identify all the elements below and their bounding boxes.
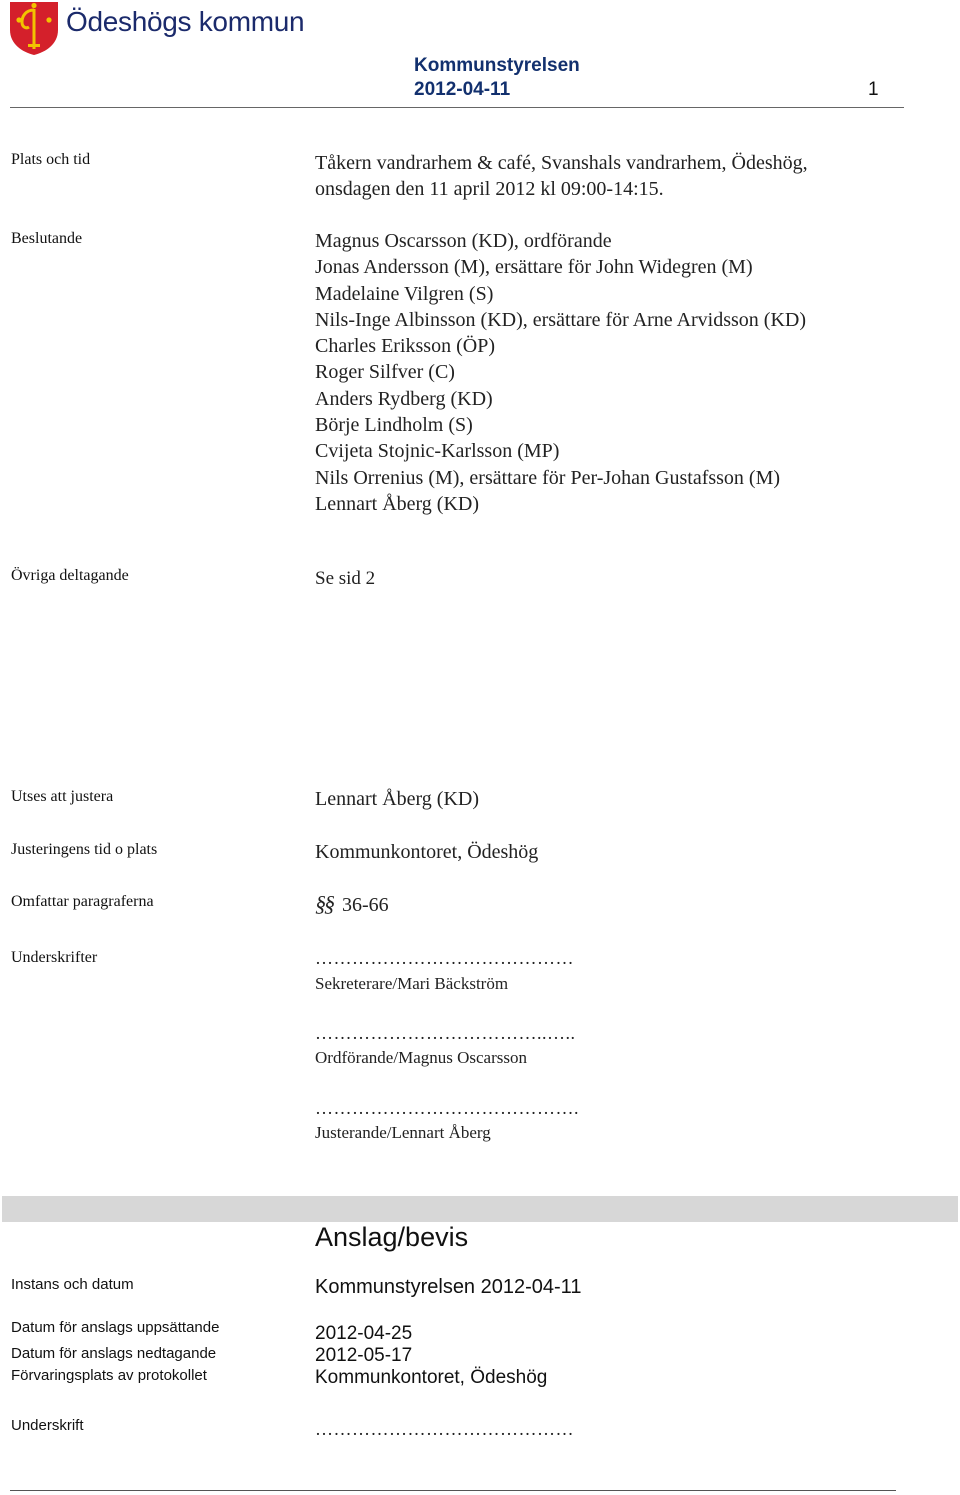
member-item: Nils-Inge Albinsson (KD), ersättare för Arne Arvidsson (KD): [315, 308, 807, 331]
instance-date-value: Kommunstyrelsen 2012-04-11: [315, 1276, 582, 1298]
storage-place-value: Kommunkontoret, Ödeshög: [315, 1367, 548, 1388]
deciding-members-list: [315, 228, 806, 517]
document-date: 2012-04-11: [414, 79, 511, 100]
section-sign-icon: §§: [315, 891, 333, 916]
member-item: Magnus Oscarsson (KD), ordförande: [315, 230, 612, 252]
signature-caption: Sekreterare/Mari Bäckström: [315, 974, 509, 993]
appointed-adjuster-value: Lennart Åberg (KD): [315, 788, 480, 810]
storage-place-label: Förvaringsplats av protokollet: [11, 1367, 207, 1384]
place-line-1: Tåkern vandrarhem & café, Svanshals vandrarhem, Ödeshög,: [315, 152, 808, 174]
adjustment-time-place-value: Kommunkontoret, Ödeshög: [315, 841, 539, 863]
member-item: Börje Lindholm (S): [315, 414, 473, 437]
removed-date-label: Datum för anslags nedtagande: [11, 1345, 217, 1362]
place-line-2: onsdagen den 11 april 2012 kl 09:00-14:15.: [315, 178, 664, 200]
signature-caption: Ordförande/Magnus Oscarsson: [315, 1048, 527, 1067]
notice-section-band: [2, 1196, 958, 1222]
place-time-label: Plats och tid: [11, 151, 91, 168]
signature-line: …………………………………….: [315, 1098, 579, 1118]
page-number: 1: [868, 79, 879, 100]
signature-line: ………………………………..…..: [315, 1023, 576, 1043]
paragraphs-value: [315, 891, 389, 918]
other-participants-value: Se sid 2: [315, 568, 376, 589]
posted-date-value: 2012-04-25: [315, 1323, 413, 1344]
footer-divider: [10, 1490, 896, 1491]
deciding-label: Beslutande: [11, 230, 83, 247]
member-item: Madelaine Vilgren (S): [315, 282, 494, 305]
signature-line: ……………………………………: [315, 948, 574, 968]
member-item: Charles Eriksson (ÖP): [315, 335, 495, 358]
other-participants-label: Övriga deltagande: [11, 567, 129, 584]
org-name-logotype: Ödeshögs kommun: [66, 6, 305, 37]
member-item: Jonas Andersson (M), ersättare för John Widegren (M): [315, 256, 753, 279]
municipality-coat-of-arms-icon: [8, 0, 60, 56]
paragraphs-range: 36-66: [342, 894, 389, 916]
adjustment-time-place-label: Justeringens tid o plats: [11, 841, 158, 858]
paragraphs-label: Omfattar paragraferna: [11, 893, 154, 910]
signature-caption: Justerande/Lennart Åberg: [315, 1123, 491, 1142]
notice-signature-label: Underskrift: [11, 1417, 84, 1434]
document-title: Kommunstyrelsen: [414, 55, 580, 76]
header-divider: [10, 107, 904, 108]
member-item: Lennart Åberg (KD): [315, 492, 480, 515]
removed-date-value: 2012-05-17: [315, 1345, 413, 1366]
appointed-adjuster-label: Utses att justera: [11, 788, 114, 805]
notice-title: Anslag/bevis: [315, 1222, 469, 1252]
posted-date-label: Datum för anslags uppsättande: [11, 1319, 220, 1336]
member-item: Cvijeta Stojnic-Karlsson (MP): [315, 440, 560, 463]
member-item: Anders Rydberg (KD): [315, 387, 493, 410]
member-item: Roger Silfver (C): [315, 361, 455, 384]
member-item: Nils Orrenius (M), ersättare för Per-Johan Gustafsson (M): [315, 466, 781, 489]
notice-signature-line: ……………………………………: [315, 1419, 574, 1439]
instance-date-label: Instans och datum: [11, 1276, 134, 1293]
signatures-label: Underskrifter: [11, 949, 98, 966]
